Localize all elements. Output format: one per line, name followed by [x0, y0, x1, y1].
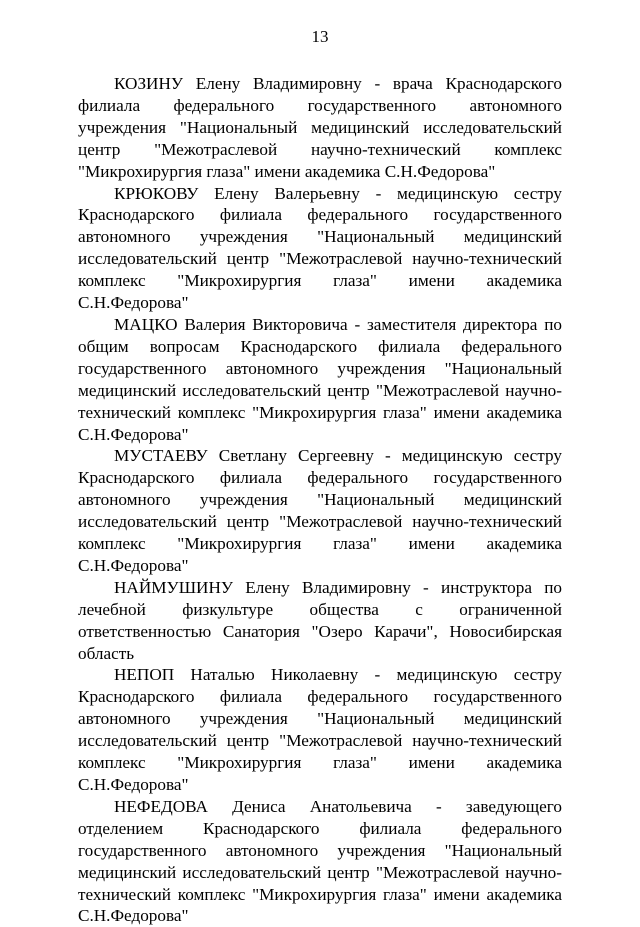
- page-number: 13: [311, 27, 329, 46]
- list-item: МУСТАЕВУ Светлану Сергеевну - медицинскую сестру Краснодарского филиала федерального государственного автономного учреждения "Национальный медицинский исследовательский центр "Межотраслевой научно-технический комплекс "Микрохирургия глаза" имени академика С.Н.Федорова": [78, 446, 562, 575]
- list-item: НЕПОП Наталью Николаевну - медицинскую сестру Краснодарского филиала федерального государственного автономного учреждения "Национальный медицинский исследовательский центр "Межотраслевой научно-технический комплекс "Микрохирургия глаза" имени академика С.Н.Федорова": [78, 665, 562, 794]
- list-item: НАЙМУШИНУ Елену Владимировну - инструктора по лечебной физкультуре общества с ограниченной ответственностью Санатория "Озеро Карачи", Новосибирская область: [78, 577, 562, 663]
- list-item: НЕФЕДОВА Дениса Анатольевича - заведующего отделением Краснодарского филиала федерального государственного автономного учреждения "Национальный медицинский исследовательский центр "Межотраслевой научно-технический комплекс "Микрохирургия глаза" имени академика С.Н.Федорова": [78, 796, 562, 926]
- list-item: КРЮКОВУ Елену Валерьевну - медицинскую сестру Краснодарского филиала федерального государственного автономного учреждения "Национальный медицинский исследовательский центр "Межотраслевой научно-технический комплекс "Микрохирургия глаза" имени академика С.Н.Федорова": [78, 183, 562, 313]
- award-list: [78, 73, 562, 927]
- list-item: КОЗИНУ Елену Владимировну - врача Краснодарского филиала федерального государственного автономного учреждения "Национальный медицинский исследовательский центр "Межотраслевой научно-технический комплекс "Микрохирургия глаза" имени академика С.Н.Федорова": [78, 74, 562, 181]
- list-item: МАЦКО Валерия Викторовича - заместителя директора по общим вопросам Краснодарского филиала федерального государственного автономного учреждения "Национальный медицинский исследовательский центр "Межотраслевой научно-технический комплекс "Микрохирургия глаза" имени академика С.Н.Федорова": [78, 314, 562, 444]
